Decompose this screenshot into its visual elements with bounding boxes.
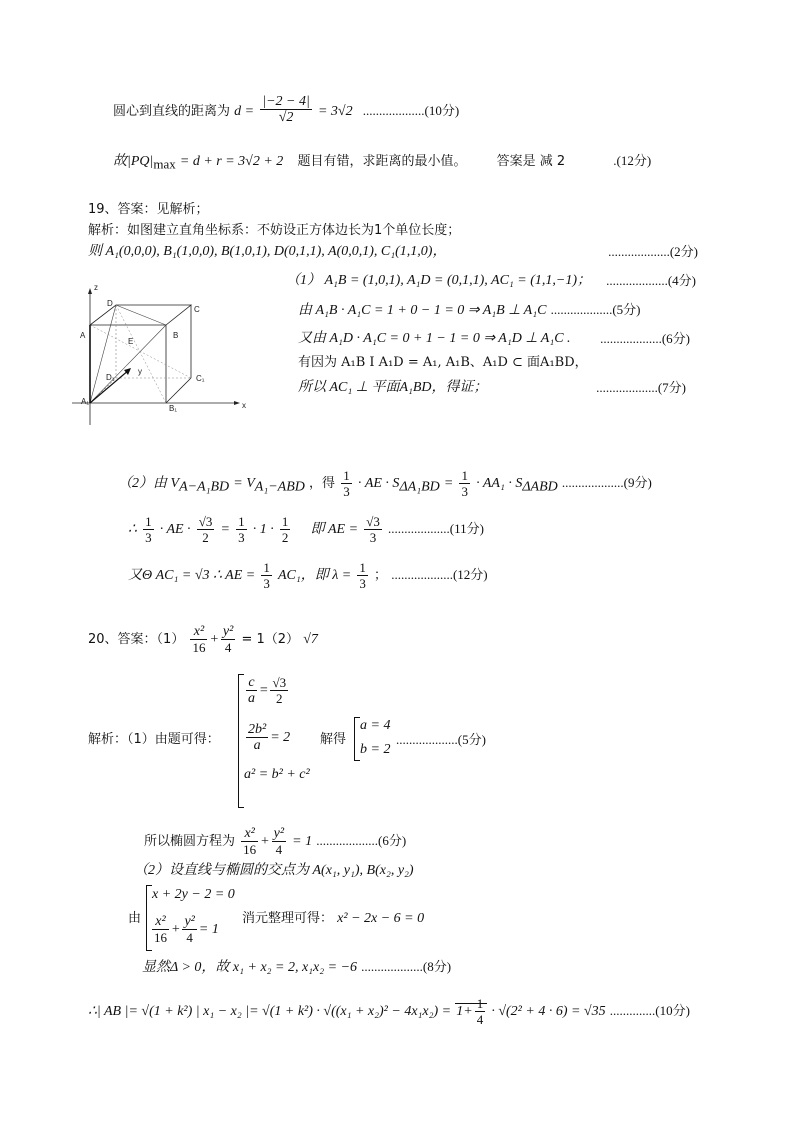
q20-ell-lead: 所以椭圆方程为 bbox=[144, 834, 236, 849]
q19-p1e-line bbox=[298, 379, 686, 397]
fig-b: B bbox=[173, 331, 179, 340]
q19-p2-sub1: A−A₁BD bbox=[179, 479, 230, 495]
q20-ab-line bbox=[88, 996, 690, 1027]
q19-p3-line bbox=[128, 514, 484, 545]
q20-b2: b = 2 bbox=[360, 742, 391, 757]
q20-a4: a = 4 bbox=[360, 718, 391, 733]
q19-title: 19、答案：见解析； bbox=[88, 202, 209, 217]
distance-result: = 3√2 bbox=[317, 104, 353, 119]
q20-sys2-tail: = 1 bbox=[198, 922, 219, 937]
q19-p4-b: AC₁，即 λ = bbox=[277, 568, 352, 583]
q20-title-line bbox=[88, 624, 318, 655]
q19-p3-frac3 bbox=[236, 514, 247, 545]
q20-sys-eq: = bbox=[259, 683, 269, 698]
q20-plus: + bbox=[209, 632, 219, 647]
q20-ell-line bbox=[144, 826, 406, 857]
q19-coords-score: ...................(2分) bbox=[608, 244, 698, 259]
q20-sys-2b2: 2b² bbox=[248, 722, 267, 737]
fig-d: D bbox=[107, 299, 113, 308]
q20-x2: x² bbox=[190, 624, 207, 640]
q20-ab-frac bbox=[475, 996, 486, 1027]
q19-p4-line bbox=[128, 560, 488, 591]
q20-line-eq: x + 2y − 2 = 0 bbox=[152, 887, 235, 902]
q20-frac-x bbox=[190, 624, 207, 655]
q20-sys-2b2a bbox=[246, 722, 268, 753]
q19-p2-ae: · AE · S bbox=[357, 476, 400, 491]
q19-p3-frac5 bbox=[364, 514, 382, 545]
q20-s1-lead: 解析：（1）由题可得： bbox=[88, 732, 220, 747]
q20-elim-line bbox=[242, 910, 424, 928]
fig-a1: A₁ bbox=[81, 397, 90, 406]
q20-sys2-y2: y² bbox=[184, 914, 195, 929]
q19-p3-ae-eq: 即 AE = bbox=[310, 522, 359, 537]
pq-note: 题目有错，求距离的最小值。 bbox=[297, 154, 467, 169]
q19-p1b-score: ...................(5分) bbox=[550, 302, 641, 317]
q20-p2: （2）设直线与椭圆的交点为 A(x₁, y₁), B(x₂, y₂) bbox=[134, 863, 414, 878]
q20-ab-root bbox=[455, 996, 487, 1027]
q19-p3-f3d: 3 bbox=[238, 530, 245, 545]
q19-p1c-line bbox=[298, 330, 690, 348]
q20-ell-fy bbox=[272, 826, 286, 857]
fig-x: x bbox=[242, 401, 246, 410]
q19-p1b: 由 A₁B · A₁C = 1 + 0 − 1 = 0 ⇒ A₁B ⊥ A₁C bbox=[298, 303, 547, 318]
q19-p2-f1d: 3 bbox=[343, 484, 350, 499]
q20-eq-tail: = 1（2） bbox=[241, 632, 300, 647]
q19-p3-frac4 bbox=[280, 514, 291, 545]
q20-ell-4: 4 bbox=[275, 842, 283, 857]
q19-p3-therefore: ∴ bbox=[128, 522, 137, 537]
q19-p2-de: ，得 bbox=[309, 476, 336, 491]
q20-frac-y bbox=[221, 624, 235, 655]
q20-sys-a2-line: a² = b² + c² bbox=[244, 767, 310, 782]
q20-sys2-16: 16 bbox=[154, 930, 167, 945]
q19-p2-aa: · AA₁ · S bbox=[476, 476, 523, 491]
q20-sys2-ell bbox=[150, 914, 219, 945]
q20-delta: 显然Δ > 0，故 x₁ + x₂ = 2, x₁x₂ = −6 bbox=[142, 960, 358, 975]
q20-sys-a: a bbox=[248, 691, 255, 706]
pq-eq: = d + r = 3√2 + 2 bbox=[179, 154, 284, 169]
q19-p1-line bbox=[286, 272, 696, 290]
q19-p4-f2d: 3 bbox=[359, 576, 366, 591]
q19-p2-sub4: ΔABD bbox=[522, 479, 558, 495]
q19-p2-mid: = V bbox=[233, 476, 255, 491]
q19-p4-a: 又Θ AC₁ = √3 ∴ AE = bbox=[128, 568, 256, 583]
fig-a: A bbox=[80, 331, 86, 340]
q19-p3-f4d: 2 bbox=[281, 530, 289, 545]
q20-ell-fx bbox=[241, 826, 258, 857]
distance-d: d = bbox=[234, 104, 255, 119]
q19-p2-sub3: ΔA₁BD bbox=[399, 479, 440, 495]
q19-p1-score: ...................(4分) bbox=[606, 273, 696, 288]
q20-s1-score: ...................(5分) bbox=[396, 732, 486, 747]
q19-p2-sub2: A₁−ABD bbox=[254, 479, 305, 495]
q20-ans2: √7 bbox=[303, 632, 318, 647]
pq-answer: 答案是 减 2 bbox=[496, 154, 566, 169]
distance-fraction bbox=[260, 94, 312, 125]
distance-line bbox=[113, 96, 459, 127]
cube-figure bbox=[66, 280, 252, 430]
q19-p1: （1） A₁B = (1,0,1), A₁D = (0,1,1), AC₁ = (1,1,−1)； bbox=[286, 273, 592, 288]
q19-p3-ae: · AE · bbox=[159, 522, 191, 537]
q19-p2-lead: （2）由 V bbox=[118, 476, 180, 491]
q19-p3-f5d: 3 bbox=[369, 530, 377, 545]
q20-sys2-x2: x² bbox=[152, 914, 169, 930]
q19-p4-frac1 bbox=[261, 560, 272, 591]
fig-c1: C₁ bbox=[196, 374, 205, 383]
q19-p4-score: ...................(12分) bbox=[391, 567, 488, 582]
q20-ell-plus: + bbox=[260, 834, 270, 849]
q19-p1b-line bbox=[298, 301, 640, 320]
q19-p4-c: ； bbox=[374, 568, 388, 583]
q20-ab-fd: 4 bbox=[476, 1012, 484, 1027]
q20-sys-eq2: = 2 bbox=[270, 730, 291, 745]
q20-sys-a2: a bbox=[253, 738, 261, 753]
q20-ab-fn: 1 bbox=[476, 996, 484, 1011]
q19-p3-f1n: 1 bbox=[145, 514, 152, 529]
pq-score: .(12分) bbox=[613, 153, 652, 168]
q19-p2-score: ...................(9分) bbox=[561, 475, 652, 490]
q19-p3-f2n: √3 bbox=[198, 514, 213, 529]
q19-p1c-score: ...................(6分) bbox=[600, 331, 690, 346]
distance-numerator: |−2 − 4| bbox=[262, 94, 310, 109]
q20-4: 4 bbox=[224, 640, 232, 655]
q19-p3-f2d: 2 bbox=[202, 530, 209, 545]
q20-title: 20、答案：（1） bbox=[88, 632, 185, 647]
q20-sys2-fy bbox=[182, 914, 196, 945]
q19-coords-line bbox=[88, 243, 698, 261]
q19-p3-score: ...................(11分) bbox=[387, 521, 484, 536]
q19-p2-frac1 bbox=[341, 468, 352, 499]
q19-p2-f2n: 1 bbox=[461, 468, 468, 483]
q20-ab-plus: + bbox=[463, 1004, 473, 1019]
q20-y2: y² bbox=[222, 624, 234, 639]
pq-lead: 故|PQ| bbox=[113, 154, 154, 169]
distance-score: ...................(10分) bbox=[362, 103, 460, 118]
q19-p1e-score: ...................(7分) bbox=[596, 380, 686, 395]
fig-y: y bbox=[138, 367, 142, 376]
pq-max: max bbox=[153, 156, 176, 172]
q20-16: 16 bbox=[192, 640, 206, 655]
q19-p4-f1d: 3 bbox=[263, 576, 270, 591]
q20-sys-r32 bbox=[270, 675, 288, 706]
q19-p2-line bbox=[118, 468, 652, 499]
q19-p2-frac2 bbox=[459, 468, 470, 499]
q20-sys-row1 bbox=[244, 675, 290, 706]
q20-sys2-4: 4 bbox=[186, 930, 193, 945]
q19-p3-f3n: 1 bbox=[238, 514, 245, 529]
fig-b1: B₁ bbox=[169, 404, 178, 413]
q20-quad: x² − 2x − 6 = 0 bbox=[337, 911, 425, 926]
q20-ell-tail: = 1 bbox=[292, 834, 313, 849]
q19-p4-f1n: 1 bbox=[263, 560, 270, 575]
q19-p4-f2n: 1 bbox=[359, 560, 366, 575]
q20-ell-y2: y² bbox=[273, 826, 285, 841]
q20-ab2: · √(2² + 4 · 6) = √35 bbox=[491, 1004, 606, 1019]
q19-p1c: 又由 A₁D · A₁C = 0 + 1 − 1 = 0 ⇒ A₁D ⊥ A₁C . bbox=[298, 331, 571, 346]
q20-sys-c: c bbox=[246, 675, 257, 691]
q19-p3-frac1 bbox=[143, 514, 154, 545]
fig-e: E bbox=[128, 337, 134, 346]
fig-c: C bbox=[194, 305, 200, 314]
q20-sys2-plus: + bbox=[171, 922, 181, 937]
q19-p3-f4n: 1 bbox=[281, 514, 289, 529]
q19-p2-eq: = bbox=[443, 476, 454, 491]
q20-you: 由 bbox=[128, 911, 142, 926]
q19-p3-f5n: √3 bbox=[366, 514, 380, 529]
q19-p3-one: · 1 · bbox=[252, 522, 274, 537]
q20-sys2-fx bbox=[152, 914, 169, 945]
q19-p1d: 有因为 A₁B I A₁D = A₁, A₁B、A₁D ⊂ 面A₁BD， bbox=[298, 355, 588, 370]
q20-delta-line bbox=[142, 958, 451, 977]
q20-ab-1: 1 bbox=[456, 1004, 464, 1019]
q19-p3-eq: = bbox=[220, 522, 230, 537]
q20-sys-2: 2 bbox=[276, 691, 283, 706]
q20-solve: 解得 bbox=[320, 732, 347, 747]
fig-d1: D₁ bbox=[106, 373, 115, 382]
fig-z: z bbox=[94, 283, 98, 292]
q19-p2-f2d: 3 bbox=[461, 484, 468, 499]
q20-delta-score: ...................(8分) bbox=[361, 959, 452, 974]
q19-p3-frac2 bbox=[197, 514, 215, 545]
q19-analysis: 解析：如图建立直角坐标系：不妨设正方体边长为1个单位长度； bbox=[88, 223, 461, 238]
q20-ab-score: ..............(10分) bbox=[609, 1003, 690, 1018]
q20-ell-16: 16 bbox=[243, 842, 257, 857]
q20-sys-row2 bbox=[244, 722, 290, 753]
distance-denominator: √2 bbox=[278, 110, 294, 125]
q19-p1e: 所以 AC₁ ⊥ 平面A₁BD，得证； bbox=[298, 380, 488, 395]
pq-line bbox=[113, 152, 651, 174]
q19-p3-f1d: 3 bbox=[145, 530, 152, 545]
q20-elim: 消元整理可得： bbox=[242, 911, 334, 926]
q20-ell-x2: x² bbox=[241, 826, 258, 842]
q20-sys-sq3: √3 bbox=[272, 675, 287, 690]
q19-p2-f1n: 1 bbox=[343, 468, 350, 483]
q19-p4-frac2 bbox=[357, 560, 368, 591]
q20-ab: ∴| AB |= √(1 + k²) | x₁ − x₂ |= √(1 + k²) · √((x₁ + x₂)² − 4x₁x₂) = bbox=[88, 1004, 452, 1019]
q19-coords: 则 A₁(0,0,0), B₁(1,0,0), B(1,0,1), D(0,1,1), A(0,0,1), C₁(1,1,0)， bbox=[88, 244, 447, 259]
q20-sys-ca bbox=[246, 675, 257, 706]
distance-lead: 圆心到直线的距离为 bbox=[113, 104, 231, 119]
q20-ell-score: ...................(6分) bbox=[316, 833, 407, 848]
